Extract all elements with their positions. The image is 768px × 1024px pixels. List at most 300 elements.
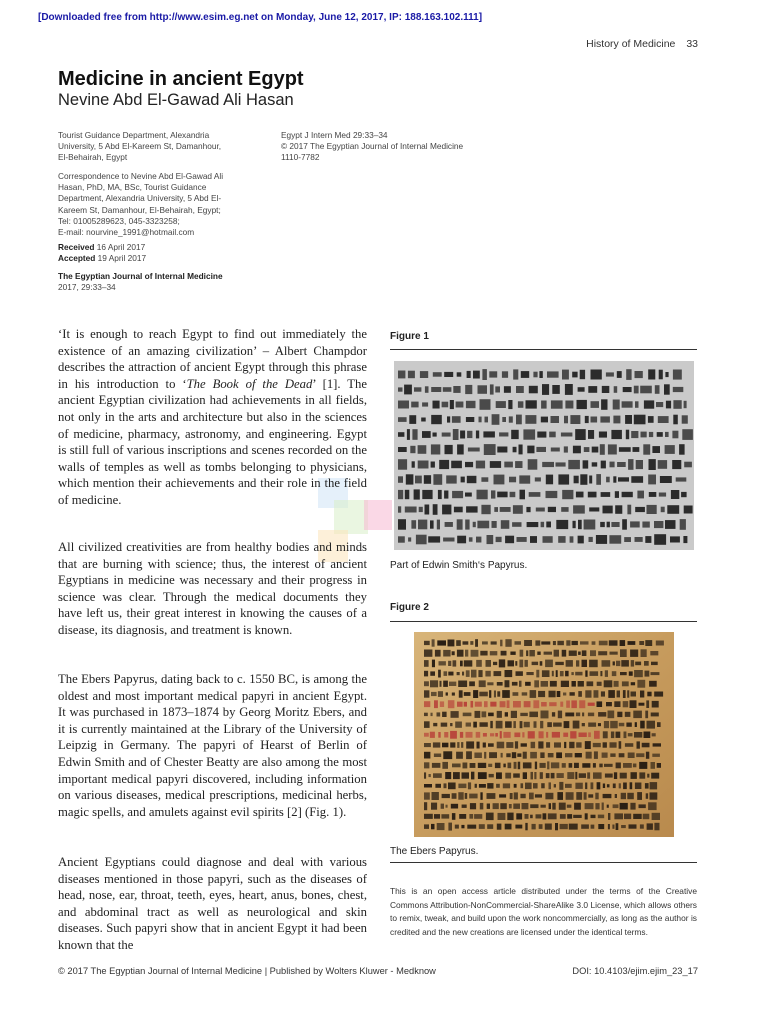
papyrus-glyph bbox=[495, 763, 501, 768]
hieratic-glyph bbox=[580, 370, 585, 379]
correspondence-line: Correspondence to Nevine Abd El-Gawad Ali bbox=[58, 171, 224, 181]
papyrus-glyph bbox=[473, 722, 477, 728]
papyrus-glyph bbox=[588, 703, 595, 706]
hieratic-glyph bbox=[437, 520, 440, 530]
hieratic-glyph bbox=[533, 372, 537, 378]
hieratic-glyph bbox=[684, 462, 692, 468]
papyrus-glyph bbox=[473, 690, 478, 698]
papyrus-glyph bbox=[623, 690, 626, 698]
papyrus-glyph bbox=[512, 682, 518, 686]
papyrus-glyph bbox=[552, 671, 554, 677]
papyrus-glyph bbox=[602, 803, 604, 810]
hieratic-glyph bbox=[551, 400, 563, 408]
papyrus-glyph bbox=[548, 753, 554, 757]
hieratic-glyph bbox=[546, 522, 551, 528]
hieratic-glyph bbox=[562, 490, 573, 499]
papyrus-glyph bbox=[540, 763, 546, 768]
papyrus-glyph bbox=[608, 690, 615, 698]
papyrus-glyph bbox=[600, 671, 602, 676]
papyrus-glyph bbox=[616, 661, 620, 666]
hieratic-glyph bbox=[673, 387, 684, 392]
hieratic-glyph bbox=[578, 520, 582, 529]
papyrus-glyph bbox=[579, 700, 585, 708]
hieratic-glyph bbox=[580, 474, 587, 485]
affiliation bbox=[58, 130, 258, 164]
papyrus-glyph bbox=[601, 691, 605, 696]
hieratic-glyph bbox=[517, 537, 527, 542]
papyrus-glyph bbox=[424, 792, 430, 799]
papyrus-glyph bbox=[515, 641, 522, 645]
papyrus-glyph bbox=[442, 743, 448, 748]
papyrus-glyph bbox=[529, 650, 535, 656]
hieratic-glyph bbox=[515, 461, 522, 468]
papyrus-glyph bbox=[639, 641, 644, 645]
hieratic-glyph bbox=[561, 507, 568, 512]
hieratic-glyph bbox=[659, 493, 666, 497]
papyrus-glyph bbox=[585, 803, 594, 809]
papyrus-glyph bbox=[623, 701, 629, 707]
papyrus-glyph bbox=[439, 661, 446, 665]
papyrus-glyph bbox=[645, 671, 650, 677]
papyrus-glyph bbox=[551, 773, 555, 779]
papyrus-glyph bbox=[645, 640, 652, 646]
papyrus-glyph bbox=[440, 701, 444, 707]
hieratic-glyph bbox=[682, 429, 693, 440]
papyrus-glyph bbox=[606, 702, 612, 706]
hieratic-glyph bbox=[680, 519, 686, 530]
hieratic-glyph bbox=[644, 400, 654, 408]
papyrus-glyph bbox=[631, 772, 637, 779]
paragraph-text: All civilized creativities are from healthy bodies and minds that are burning with science; thus, the interest of ancient Egyptians in medicine was necessary and their progress in science was clear. Through the medical documents they have left us, their great interest in knowing the causes of a disease, its diagnosis, and treatment is known. bbox=[58, 540, 367, 637]
papyrus-glyph bbox=[440, 681, 442, 687]
papyrus-glyph bbox=[637, 680, 645, 688]
citation-line: Egypt J Intern Med 29:33–34 bbox=[281, 130, 388, 140]
papyrus-glyph bbox=[535, 762, 537, 770]
papyrus-glyph bbox=[559, 803, 566, 810]
hieratic-glyph bbox=[415, 476, 422, 484]
papyrus-glyph bbox=[470, 803, 476, 809]
papyrus-glyph bbox=[424, 650, 432, 657]
hieratic-glyph bbox=[622, 492, 633, 497]
hieratic-glyph bbox=[495, 386, 500, 392]
accepted-label: Accepted bbox=[58, 253, 96, 264]
hieratic-glyph bbox=[467, 371, 471, 378]
papyrus-glyph bbox=[432, 763, 441, 768]
papyrus-glyph bbox=[534, 772, 536, 779]
papyrus-glyph bbox=[503, 783, 510, 788]
papyrus-glyph bbox=[539, 731, 544, 738]
papyrus-glyph bbox=[466, 670, 470, 677]
papyrus-glyph bbox=[457, 702, 463, 707]
hieratic-glyph bbox=[398, 519, 406, 530]
papyrus-glyph bbox=[533, 700, 539, 708]
papyrus-glyph bbox=[567, 772, 574, 779]
papyrus-glyph bbox=[619, 723, 625, 727]
papyrus-glyph bbox=[633, 814, 642, 819]
hieratic-glyph bbox=[420, 371, 428, 378]
papyrus-glyph bbox=[610, 742, 617, 747]
papyrus-glyph bbox=[523, 762, 532, 768]
papyrus-glyph bbox=[528, 731, 535, 738]
papyrus-glyph bbox=[520, 794, 525, 798]
papyrus-glyph bbox=[602, 753, 608, 758]
papyrus-glyph bbox=[505, 712, 508, 716]
hieratic-glyph bbox=[609, 535, 621, 544]
hieratic-glyph bbox=[588, 430, 594, 439]
papyrus-glyph bbox=[479, 824, 485, 829]
papyrus-glyph bbox=[500, 640, 502, 647]
hieratic-glyph bbox=[500, 507, 511, 512]
papyrus-glyph bbox=[552, 712, 555, 716]
hieratic-glyph bbox=[476, 461, 485, 469]
hieratic-glyph bbox=[509, 477, 516, 483]
papyrus-glyph bbox=[469, 794, 477, 799]
papyrus-glyph bbox=[431, 713, 433, 716]
hieratic-glyph bbox=[398, 387, 403, 391]
hieratic-glyph bbox=[520, 490, 526, 500]
papyrus-glyph bbox=[610, 721, 618, 728]
papyrus-glyph bbox=[478, 670, 482, 677]
papyrus-glyph bbox=[445, 772, 451, 779]
papyrus-glyph bbox=[589, 660, 598, 668]
papyrus-glyph bbox=[608, 824, 610, 829]
hieratic-glyph bbox=[556, 462, 566, 466]
papyrus-glyph bbox=[647, 823, 653, 829]
papyrus-glyph bbox=[647, 692, 651, 697]
papyrus-glyph bbox=[465, 650, 468, 657]
papyrus-glyph bbox=[621, 825, 626, 828]
papyrus-glyph bbox=[498, 813, 506, 820]
papyrus-glyph bbox=[524, 701, 531, 707]
footer-doi[interactable]: DOI: 10.4103/ejim.ejim_23_17 bbox=[572, 966, 698, 976]
papyrus-glyph bbox=[486, 660, 492, 667]
papyrus-glyph bbox=[605, 670, 608, 677]
papyrus-glyph bbox=[639, 804, 646, 808]
papyrus-glyph bbox=[538, 741, 543, 748]
hieratic-glyph bbox=[584, 520, 596, 530]
caption-rule bbox=[390, 862, 697, 863]
papyrus-glyph bbox=[520, 713, 528, 716]
papyrus-glyph bbox=[570, 731, 576, 738]
papyrus-glyph bbox=[448, 700, 455, 708]
papyrus-glyph bbox=[548, 813, 557, 819]
papyrus-glyph bbox=[515, 825, 522, 829]
papyrus-glyph bbox=[424, 772, 426, 778]
hieratic-glyph bbox=[565, 384, 573, 395]
papyrus-glyph bbox=[625, 743, 633, 747]
papyrus-glyph bbox=[469, 814, 473, 819]
papyrus-glyph bbox=[613, 661, 615, 665]
hieratic-glyph bbox=[684, 401, 687, 408]
papyrus-glyph bbox=[431, 824, 435, 829]
papyrus-glyph bbox=[545, 824, 552, 830]
paragraph-4 bbox=[58, 854, 367, 954]
papyrus-glyph bbox=[487, 682, 493, 685]
hieratic-glyph bbox=[584, 447, 590, 452]
hieratic-glyph bbox=[637, 491, 644, 499]
papyrus-glyph bbox=[463, 641, 469, 644]
papyrus-glyph bbox=[647, 774, 649, 778]
papyrus-glyph bbox=[456, 752, 463, 759]
hieratic-glyph bbox=[418, 461, 429, 469]
papyrus-glyph bbox=[424, 743, 431, 747]
papyrus-glyph bbox=[500, 731, 502, 738]
hieratic-glyph bbox=[546, 475, 553, 485]
papyrus-glyph bbox=[510, 652, 515, 655]
papyrus-glyph bbox=[464, 660, 473, 666]
papyrus-glyph bbox=[557, 691, 561, 697]
hieratic-glyph bbox=[549, 432, 556, 438]
papyrus-glyph bbox=[432, 792, 439, 800]
papyrus-glyph bbox=[630, 803, 635, 810]
hieratic-glyph bbox=[541, 401, 547, 409]
hieratic-glyph bbox=[574, 476, 579, 484]
papyrus-glyph bbox=[560, 702, 563, 707]
hieratic-glyph bbox=[643, 444, 650, 454]
papyrus-glyph bbox=[430, 732, 435, 738]
hieratic-glyph bbox=[499, 432, 508, 436]
papyrus-glyph bbox=[424, 824, 429, 829]
papyrus-glyph bbox=[569, 824, 578, 830]
papyrus-glyph bbox=[597, 701, 603, 707]
hieratic-glyph bbox=[622, 519, 627, 530]
hieratic-glyph bbox=[513, 369, 518, 379]
hieratic-glyph bbox=[671, 490, 679, 499]
affiliation-line: University, 5 Abd El-Kareem St, Damanhour, bbox=[58, 141, 222, 152]
papyrus-glyph bbox=[457, 650, 464, 657]
papyrus-glyph bbox=[484, 701, 488, 707]
papyrus-glyph bbox=[540, 772, 543, 779]
papyrus-glyph bbox=[511, 711, 517, 718]
papyrus-glyph bbox=[547, 761, 549, 769]
papyrus-glyph bbox=[635, 662, 641, 666]
papyrus-glyph bbox=[529, 793, 534, 800]
papyrus-glyph bbox=[545, 793, 553, 800]
papyrus-glyph bbox=[450, 731, 457, 739]
papyrus-glyph bbox=[470, 641, 473, 645]
hieratic-glyph bbox=[592, 447, 599, 453]
hieratic-glyph bbox=[648, 475, 656, 485]
hieratic-glyph bbox=[626, 369, 631, 380]
hieratic-glyph bbox=[655, 385, 660, 394]
papyrus-glyph bbox=[430, 671, 435, 675]
papyrus-glyph bbox=[547, 722, 552, 727]
papyrus-glyph bbox=[541, 783, 545, 788]
hieratic-glyph bbox=[657, 432, 663, 437]
papyrus-glyph bbox=[526, 672, 533, 675]
papyrus-glyph bbox=[582, 713, 584, 717]
papyrus-glyph bbox=[576, 792, 582, 800]
papyrus-glyph bbox=[545, 660, 553, 668]
hieratic-glyph bbox=[501, 520, 510, 529]
papyrus-glyph bbox=[630, 650, 638, 657]
hieratic-glyph bbox=[641, 432, 647, 438]
papyrus-glyph bbox=[464, 702, 467, 707]
papyrus-glyph bbox=[513, 721, 516, 728]
hieratic-glyph bbox=[667, 505, 679, 514]
hieratic-glyph bbox=[614, 386, 618, 393]
hieratic-glyph bbox=[445, 522, 453, 527]
hieratic-glyph bbox=[408, 371, 415, 379]
papyrus-glyph bbox=[424, 701, 430, 707]
hieratic-glyph bbox=[631, 431, 638, 438]
hieratic-glyph bbox=[414, 387, 421, 391]
papyrus-glyph bbox=[431, 692, 437, 696]
papyrus-glyph bbox=[458, 681, 467, 688]
papyrus-glyph bbox=[513, 692, 519, 696]
papyrus-glyph bbox=[557, 773, 564, 778]
hieratic-glyph bbox=[453, 386, 460, 393]
papyrus-glyph bbox=[651, 662, 658, 665]
hieratic-glyph bbox=[405, 490, 410, 499]
papyrus-glyph bbox=[620, 640, 626, 646]
hieratic-glyph bbox=[601, 492, 611, 497]
papyrus-glyph bbox=[505, 680, 510, 687]
hieratic-glyph bbox=[613, 416, 620, 424]
hieratic-glyph bbox=[635, 507, 645, 512]
hieratic-glyph bbox=[450, 400, 454, 409]
decorative-square bbox=[364, 500, 392, 530]
hieratic-glyph bbox=[480, 399, 491, 410]
papyrus-glyph bbox=[433, 742, 440, 747]
papyrus-glyph bbox=[590, 650, 596, 656]
correspondence-email[interactable]: E-mail: nourvine_1991@hotmail.com bbox=[58, 227, 195, 238]
papyrus-glyph bbox=[608, 813, 610, 820]
papyrus-glyph bbox=[542, 670, 550, 677]
papyrus-glyph bbox=[508, 763, 512, 769]
hieratic-glyph bbox=[433, 474, 442, 485]
hieratic-glyph bbox=[558, 474, 569, 484]
papyrus-glyph bbox=[634, 670, 643, 677]
papyrus-glyph bbox=[525, 823, 527, 830]
hieratic-glyph bbox=[682, 415, 688, 423]
papyrus-glyph bbox=[442, 762, 448, 769]
papyrus-glyph bbox=[513, 701, 521, 708]
papyrus-glyph bbox=[552, 803, 555, 810]
hieratic-glyph bbox=[665, 445, 675, 454]
papyrus-glyph bbox=[514, 792, 518, 799]
hieratic-glyph bbox=[576, 492, 584, 498]
papyrus-glyph bbox=[493, 803, 499, 809]
papyrus-glyph bbox=[598, 815, 604, 819]
hieratic-glyph bbox=[659, 370, 663, 380]
hieratic-glyph bbox=[541, 522, 545, 527]
papyrus-glyph bbox=[637, 741, 640, 748]
papyrus-glyph bbox=[462, 805, 467, 808]
papyrus-glyph bbox=[487, 783, 493, 789]
hieratic-glyph bbox=[654, 521, 663, 528]
papyrus-glyph bbox=[579, 733, 587, 738]
hieratic-glyph bbox=[672, 460, 681, 469]
hieratic-glyph bbox=[442, 505, 451, 515]
hieratic-glyph bbox=[551, 448, 560, 452]
hieratic-glyph bbox=[422, 431, 431, 438]
papyrus-glyph bbox=[569, 742, 574, 748]
papyrus-glyph bbox=[538, 691, 545, 697]
papyrus-glyph bbox=[571, 700, 577, 708]
papyrus-glyph bbox=[603, 794, 612, 798]
ebers-papyrus-image bbox=[414, 632, 674, 837]
papyrus-glyph bbox=[464, 692, 471, 696]
papyrus-glyph bbox=[615, 794, 617, 798]
papyrus-glyph bbox=[604, 680, 613, 687]
papyrus-glyph bbox=[466, 741, 474, 748]
hieratic-glyph bbox=[565, 401, 573, 409]
papyrus-glyph bbox=[603, 784, 605, 789]
hieratic-glyph bbox=[521, 371, 529, 378]
papyrus-glyph bbox=[587, 681, 594, 686]
papyrus-glyph bbox=[549, 803, 551, 809]
hieratic-glyph bbox=[454, 507, 463, 513]
hieratic-glyph bbox=[530, 536, 537, 543]
papyrus-glyph bbox=[424, 671, 428, 677]
hieratic-glyph bbox=[547, 371, 559, 377]
papyrus-glyph bbox=[639, 703, 645, 706]
papyrus-glyph bbox=[448, 661, 451, 666]
papyrus-glyph bbox=[496, 784, 500, 788]
hieratic-glyph bbox=[421, 418, 426, 422]
hieratic-glyph bbox=[592, 462, 598, 466]
papyrus-glyph bbox=[495, 733, 498, 737]
papyrus-glyph bbox=[571, 672, 573, 675]
hieratic-glyph bbox=[460, 431, 465, 439]
papyrus-glyph bbox=[569, 763, 573, 768]
papyrus-glyph bbox=[534, 680, 539, 687]
hieratic-glyph bbox=[635, 401, 639, 408]
papyrus-glyph bbox=[441, 814, 449, 818]
hieratic-glyph bbox=[602, 386, 610, 393]
papyrus-glyph bbox=[443, 650, 450, 657]
papyrus-glyph bbox=[540, 752, 544, 758]
papyrus-glyph bbox=[442, 712, 447, 717]
figure-1-rule bbox=[390, 349, 697, 350]
papyrus-glyph bbox=[569, 651, 577, 656]
hieratic-glyph bbox=[551, 416, 560, 423]
papyrus-glyph bbox=[507, 700, 510, 708]
papyrus-glyph bbox=[554, 784, 556, 787]
hieratic-glyph bbox=[679, 444, 685, 455]
papyrus-glyph bbox=[595, 793, 598, 800]
hieratic-glyph bbox=[398, 459, 407, 470]
papyrus-glyph bbox=[574, 803, 581, 810]
papyrus-glyph bbox=[593, 763, 596, 768]
papyrus-glyph bbox=[656, 641, 664, 646]
correspondence-line: Tel: 01005289623, 045-3323258; bbox=[58, 215, 180, 226]
paragraph-text: Ancient Egyptians could diagnose and deal with various diseases mentioned in those papyri, such as the diseases of head, nose, ear, throat, teeth, eyes, heart, anus, bones, chest, and abdominal tract as well as neurological and skin diseases. Such papyri show that in ancient Egypt it had been known that the bbox=[58, 855, 367, 952]
papyrus-glyph bbox=[633, 764, 637, 768]
hieratic-glyph bbox=[535, 477, 541, 481]
papyrus-glyph bbox=[525, 682, 531, 686]
papyrus-glyph bbox=[534, 721, 537, 728]
hieratic-glyph bbox=[617, 371, 622, 378]
papyrus-glyph bbox=[557, 792, 563, 800]
papyrus-glyph bbox=[437, 712, 441, 716]
papyrus-glyph bbox=[487, 793, 496, 799]
papyrus-glyph bbox=[455, 722, 462, 728]
papyrus-glyph bbox=[639, 772, 645, 778]
papyrus-glyph bbox=[530, 815, 533, 819]
papyrus-glyph bbox=[519, 660, 523, 668]
download-note[interactable]: [Downloaded free from http://www.esim.eg.net on Monday, June 12, 2017, IP: 188.163.102.111] bbox=[38, 12, 483, 23]
papyrus-glyph bbox=[526, 650, 528, 656]
paragraph-3 bbox=[58, 671, 367, 820]
papyrus-glyph bbox=[634, 732, 642, 738]
hieratic-glyph bbox=[418, 520, 427, 530]
papyrus-glyph bbox=[438, 670, 441, 678]
article-title: Medicine in ancient Egypt bbox=[58, 68, 304, 90]
papyrus-glyph bbox=[475, 702, 482, 707]
papyrus-glyph bbox=[572, 641, 578, 645]
